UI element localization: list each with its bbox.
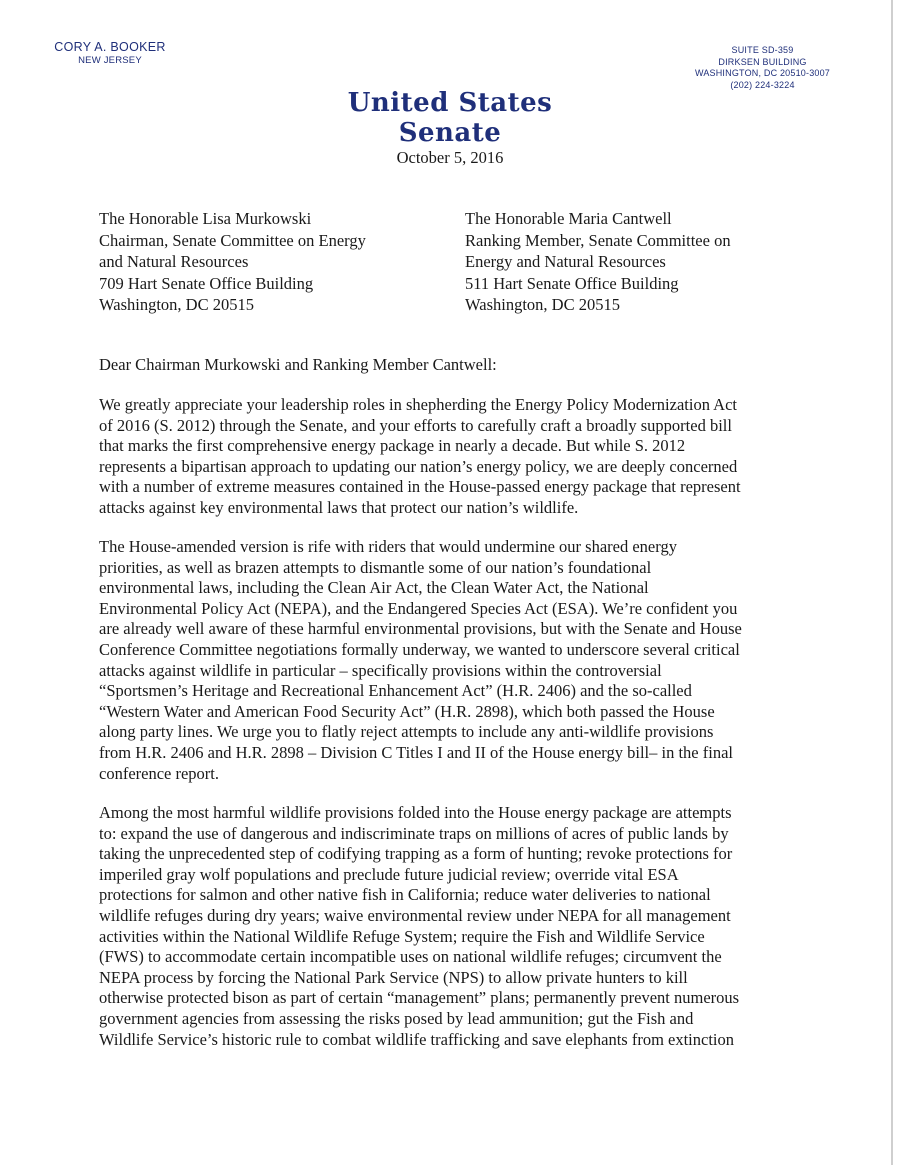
paragraph-line: environmental laws, including the Clean Air Act, the Clean Water Act, the National [99,578,649,598]
salutation: Dear Chairman Murkowski and Ranking Member Cantwell: [99,355,497,374]
paragraph-line: that marks the first comprehensive energy package in nearly a decade. But while S. 2012 [99,436,686,456]
paragraph-line: Conference Committee negotiations formally underway, we wanted to underscore several critical [99,639,740,659]
recipient-line: Washington, DC 20515 [465,295,620,314]
office-building: DIRKSEN BUILDING [718,56,807,67]
paragraph-line: taking the unprecedented step of codifying trapping as a form of hunting; revoke protections for [99,844,733,864]
body-paragraph-2 [99,537,742,784]
office-address-block [690,45,835,91]
paragraph-line: The House-amended version is rife with riders that would undermine our shared energy [99,537,677,556]
paragraph-line: from H.R. 2406 and H.R. 2898 – Division C Titles I and II of the House energy bill– in the final [99,742,733,762]
paragraph-line: government agencies from assessing the risks posed by lead ammunition; gut the Fish and [99,1008,694,1028]
paragraph-line: Wildlife Service’s historic rule to combat wildlife trafficking and save elephants from extinction [99,1029,735,1049]
paragraph-line: (FWS) to accommodate certain incompatible uses on national wildlife refuges; circumvent the [99,947,722,967]
recipient-line: 511 Hart Senate Office Building [465,273,679,293]
office-city: WASHINGTON, DC 20510-3007 [694,68,831,78]
paragraph-line: to: expand the use of dangerous and indiscriminate traps on millions of acres of public lands by [99,823,729,843]
paragraph-line: are already well aware of these harmful environmental provisions, but with the Senate and House [99,619,742,639]
paragraph-line: attacks against wildlife in particular – specifically provisions within the controversial [99,660,662,680]
recipient-line: Chairman, Senate Committee on Energy [99,230,366,250]
body-paragraph-1 [99,395,741,519]
sender-state: NEW JERSEY [78,55,142,66]
recipient-left [99,208,366,316]
sender-block [40,40,180,67]
paragraph-line: protections for salmon and other native fish in California; reduce water deliveries to national [99,885,711,905]
paragraph-line: otherwise protected bison as part of certain “management” plans; permanently prevent numerous [99,988,740,1008]
masthead: United States Senate [347,88,553,148]
paragraph-line: NEPA process by forcing the National Park Service (NPS) to allow private hunters to kill [99,967,688,987]
office-suite: SUITE SD-359 [731,45,794,55]
paragraph-line: We greatly appreciate your leadership roles in shepherding the Energy Policy Modernization Act [99,395,737,414]
recipient-line: 709 Hart Senate Office Building [99,273,314,293]
letter-date: October 5, 2016 [396,148,504,167]
recipient-right [465,208,731,316]
paragraph-line: Among the most harmful wildlife provisions folded into the House energy package are attempts [99,803,732,822]
paragraph-line: represents a bipartisan approach to updating our nation’s energy policy, we are deeply concerned [99,456,738,476]
paragraph-line: priorities, as well as brazen attempts to dismantle some of our nation’s foundational [99,557,652,577]
recipient-line: Washington, DC 20515 [99,295,254,314]
paragraph-line: “Western Water and American Food Security Act” (H.R. 2898), which both passed the House [99,701,715,721]
body-paragraph-3 [99,803,739,1050]
paragraph-line: conference report. [99,763,220,783]
recipient-line: and Natural Resources [99,252,249,271]
recipient-line: The Honorable Maria Cantwell [465,209,672,228]
office-phone: (202) 224-3224 [730,79,795,90]
recipient-line: Ranking Member, Senate Committee on [465,230,731,250]
paragraph-line: of 2016 (S. 2012) through the Senate, and your efforts to carefully craft a broadly supported bill [99,415,732,435]
sender-name: CORY A. BOOKER [54,40,166,54]
paragraph-line: Environmental Policy Act (NEPA), and the Endangered Species Act (ESA). We’re confident you [99,598,738,618]
page-edge-divider [891,0,893,1165]
paragraph-line: activities within the National Wildlife Refuge System; require the Fish and Wildlife Service [99,926,705,946]
paragraph-line: attacks against key environmental laws that protect our nation’s wildlife. [99,497,579,517]
paragraph-line: “Sportsmen’s Heritage and Recreational Enhancement Act” (H.R. 2406) and the so-called [99,681,692,701]
paragraph-line: imperiled gray wolf populations and preclude future judicial review; override vital ESA [99,864,679,884]
recipient-line: The Honorable Lisa Murkowski [99,209,312,228]
paragraph-line: along party lines. We urge you to flatly reject attempts to include any anti-wildlife provisions [99,722,714,742]
paragraph-line: with a number of extreme measures contained in the House-passed energy package that represent [99,477,741,497]
recipient-line: Energy and Natural Resources [465,252,666,271]
paragraph-line: wildlife refuges during dry years; waive environmental review under NEPA for all management [99,905,731,925]
